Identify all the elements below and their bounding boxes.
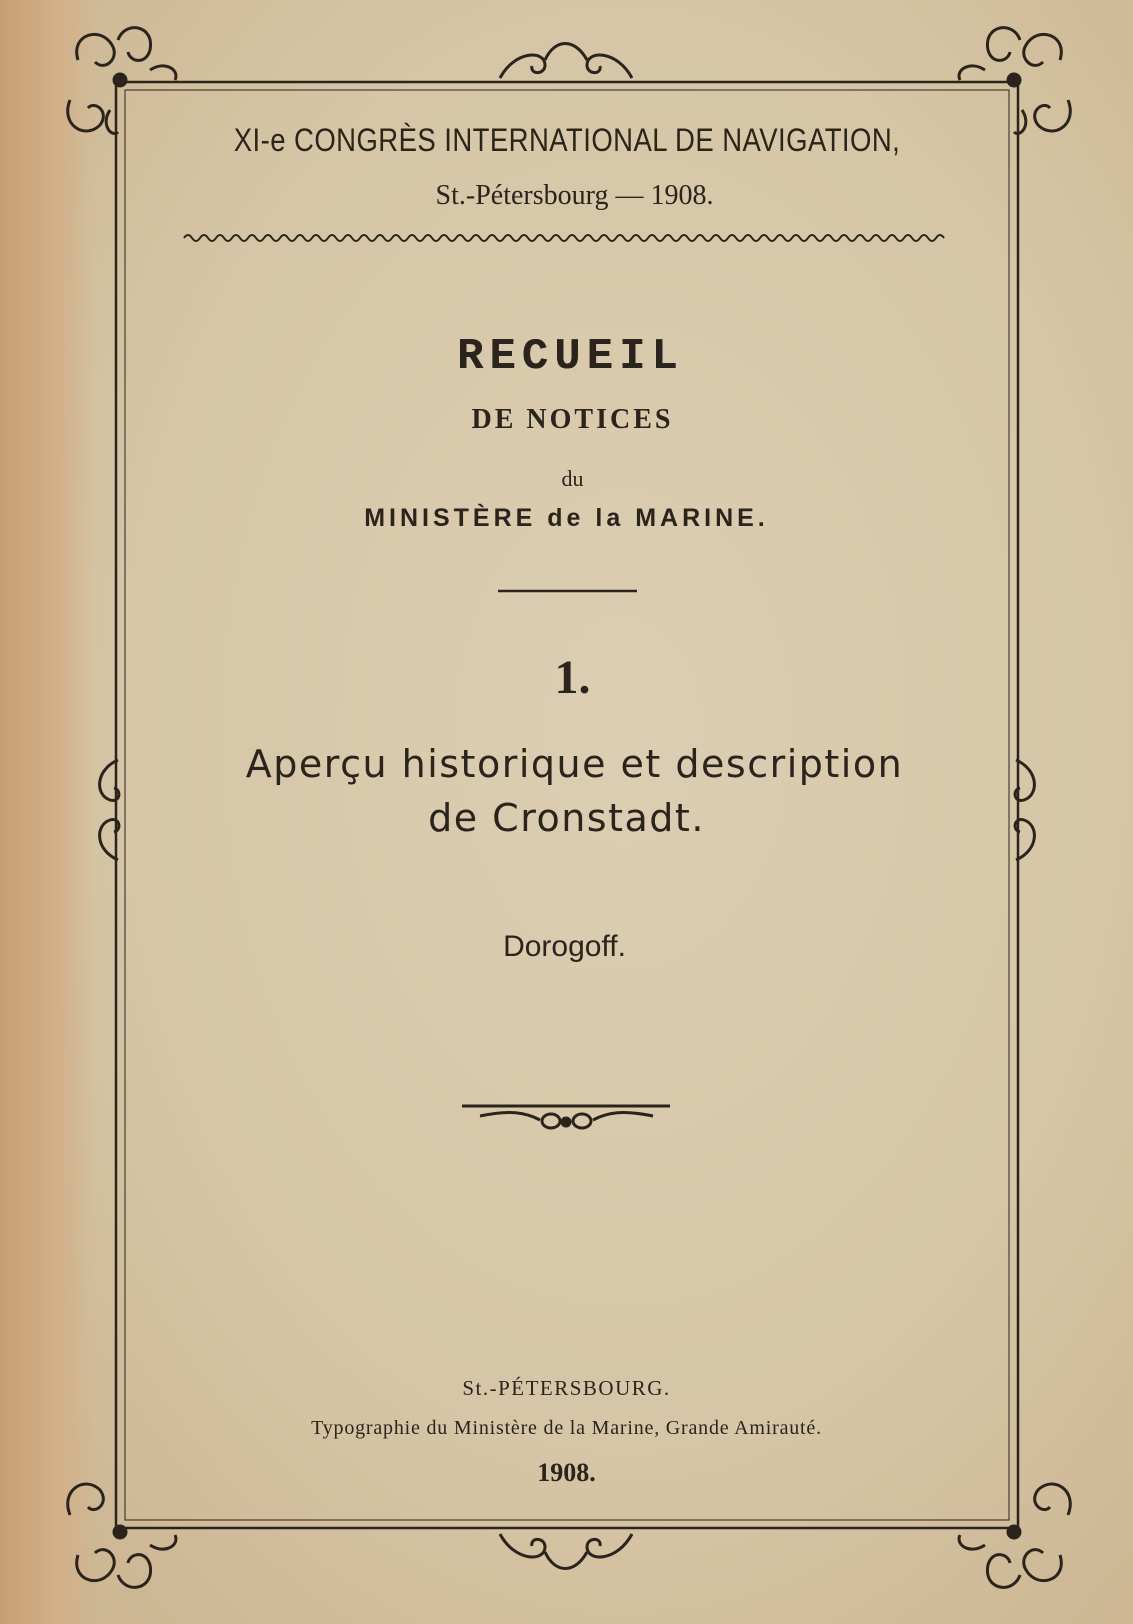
volume-number: 1. bbox=[554, 651, 591, 704]
collection-subtitle: DE NOTICES bbox=[471, 404, 674, 435]
ministry-name: MINISTÈRE de la MARINE. bbox=[364, 504, 769, 532]
corner-ornament-bottom-right bbox=[959, 1484, 1070, 1587]
collection-preposition: du bbox=[561, 466, 584, 491]
wavy-rule bbox=[184, 235, 944, 241]
imprint-printer: Typographie du Ministère de la Marine, Grande Amirauté. bbox=[311, 1417, 822, 1439]
collection-title: RECUEIL bbox=[457, 332, 684, 382]
tailpiece-ornament bbox=[462, 1106, 670, 1128]
imprint-year: 1908. bbox=[537, 1458, 596, 1487]
bottom-center-fleuron bbox=[500, 1534, 632, 1569]
city-year-line: St.-Pétersbourg — 1908. bbox=[435, 180, 714, 211]
corner-ornament-top-right bbox=[959, 28, 1070, 134]
volume-title-line-2: de Cronstadt. bbox=[428, 796, 705, 840]
corner-ornament-bottom-left bbox=[68, 1484, 176, 1587]
corner-ornament-top-left bbox=[68, 28, 176, 134]
congress-heading: XI-e CONGRÈS INTERNATIONAL DE NAVIGATION, bbox=[233, 122, 901, 158]
imprint-city: St.-PÉTERSBOURG. bbox=[462, 1376, 671, 1400]
author-name: Dorogoff. bbox=[503, 930, 626, 963]
top-center-fleuron bbox=[500, 44, 632, 79]
volume-title-line-1: Aperçu historique et description bbox=[245, 742, 904, 786]
